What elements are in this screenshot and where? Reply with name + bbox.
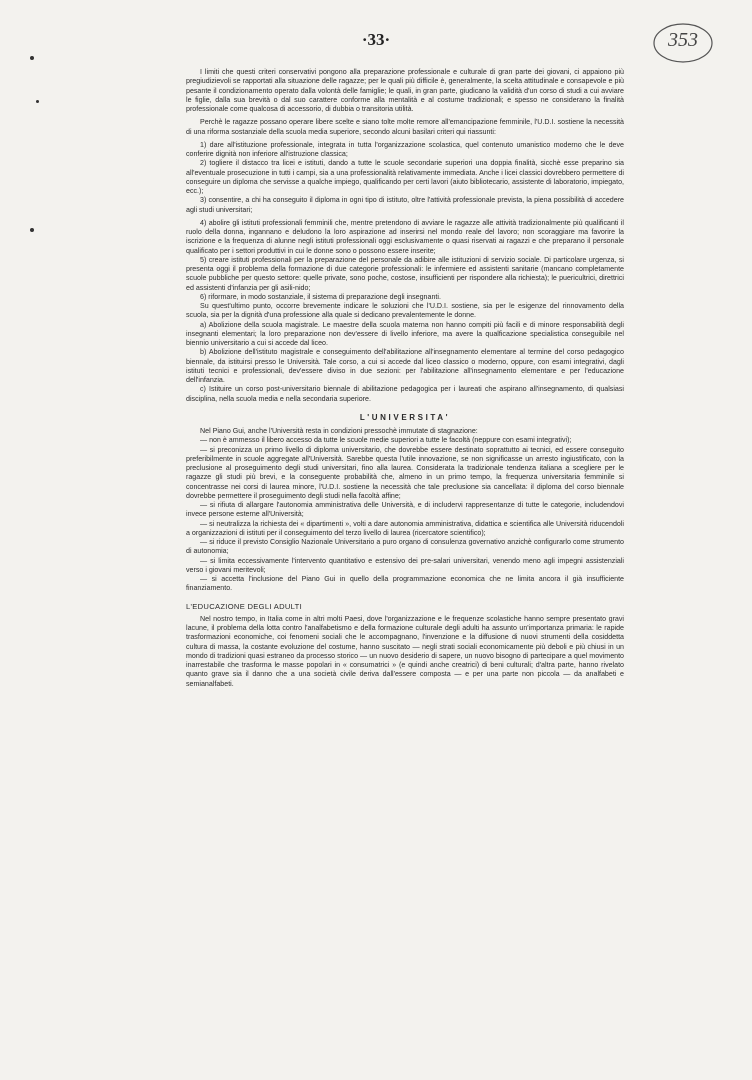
criterion-4: 4) abolire gli istituti professionali femminili che, mentre pretendono di avviare le ragazze alle attività tradizionalmente più qualificanti il ruolo della donna, ingannano e deludono la loro aspirazione ad inserirsi nel mondo reale del lavoro; non scoraggiare ma favorire la iscrizione e la frequenza di alunne negli istituti professionali oggi esclusivamente o quasi riservati ai ragazzi e che preparano il personale qualificato per i settori produttivi in cui le donne sono o possono essere inserite; — [186, 218, 624, 255]
margin-mark-1 — [30, 56, 34, 60]
criterion-5: 5) creare istituti professionali per la preparazione del personale da adibire alle istituzioni di servizio sociale. Di particolare urgenza, si presenta oggi il problema della formazione di due categorie professionali: le infermiere ed assistenti sanitarie (mancano completamente scuole pubbliche per questo settore: quelle private, sono poche, costose, insufficienti per rispondere alla richiesta); le puericultrici, direttrici ed assistenti d'infanzia per gli asili-nido; — [186, 255, 624, 292]
teachers-point-c: c) Istituire un corso post-universitario biennale di abilitazione pedagogica per i laureati che aspirano all'insegnamento, di qualsiasi disciplina, nella scuola media e nella secondaria superiore. — [186, 385, 624, 403]
stamp-number: 353 — [668, 29, 698, 51]
section-heading-university: L'UNIVERSITA' — [359, 412, 451, 422]
criterion-6: 6) riformare, in modo sostanziale, il sistema di preparazione degli insegnanti. — [200, 292, 441, 301]
university-point-6: — si limita eccessivamente l'intervento quantitativo e estensivo dei pre-salari universitari, venendo meno agli impegni assistenziali verso i giovani meritevoli; — [186, 556, 624, 574]
teachers-intro: Su quest'ultimo punto, occorre brevemente indicare le soluzioni che l'U.D.I. sostiene, sia per le esigenze del rinnovamento della scuola, sia per la dignità d'una professione alla quale si dedicano prevalentemente le donne. — [186, 302, 624, 320]
criterion-1: 1) dare all'istituzione professionale, integrata in tutta l'organizzazione scolastica, quel contenuto umanistico moderno che le deve conferire dignità non inferiore all'istruzione classica; — [186, 140, 624, 158]
university-point-5: — si riduce il previsto Consiglio Nazionale Universitario a puro organo di consulenza governativo anzichè configurarlo come strumento di autonomia; — [186, 538, 624, 556]
teachers-point-b: b) Abolizione dell'istituto magistrale e conseguimento dell'abilitazione all'insegnamento elementare al termine del corso pedagogico biennale, da istituirsi presso le Università. Tale corso, a cui si accede dal liceo classico o moderno, oppure, con esami integrativi, dagli istituti tecnici e professionali, dev'essere diviso in due sezioni: per l'abilitazione all'insegnamento elementare e per l'educazione dell'infanzia. — [186, 348, 624, 384]
criterion-3: 3) consentire, a chi ha conseguito il diploma in ogni tipo di istituto, oltre l'attività professionale prevista, la piena possibilità di accedere agli studi universitari; — [186, 196, 624, 214]
university-intro: Nel Piano Gui, anche l'Università resta in condizioni pressochè immutate di stagnazione: — [200, 427, 478, 435]
teachers-point-a: a) Abolizione della scuola magistrale. Le maestre della scuola materna non hanno compiti più facili e di minore responsabilità degli insegnanti elementari; la loro preparazione non dev'essere di livello inferiore, ma avere la qualficazione specialistica conseguibile nel biennio universitario a cui si accede dal liceo. — [186, 320, 624, 347]
university-point-1: — non è ammesso il libero accesso da tutte le scuole medie superiori a tutte le facoltà (neppure con esami integrativi); — [200, 436, 572, 445]
page-number: ·33· — [361, 30, 391, 49]
section-heading-adult-education: L'EDUCAZIONE DEGLI ADULTI — [186, 601, 302, 611]
university-point-3: — si rifiuta di allargare l'autonomia amministrativa delle Università, e di includervi rappresentanze di tutte le categorie, includendovi invece persone esterne all'Università; — [186, 501, 624, 519]
university-point-2: — si preconizza un primo livello di diploma universitario, che dovrebbe essere destinato soprattutto ai tecnici, ed essere conseguito preferibilmente in scuole aggregate all'Università. Sarebbe questa l'utile innovazione, se non significasse un arresto ingiustificato, con la preclusione al proseguimento degli studi universitari, fino alla laurea. Considerata la tradizionale tendenza italiana a scegliere per le ragazze gli studi più brevi, e la conseguente probabilità che, almeno in un primo tempo, la frequenza universitaria femminile si concentrasse nei corsi di laurea minore, l'U.D.I. sostiene la necessità che tale preclusione sia cancellata: il diploma del corso biennale dovrebbe permettere il proseguimento degli studi nella facoltà affine; — [186, 445, 624, 500]
adult-education-paragraph: Nel nostro tempo, in Italia come in altri molti Paesi, dove l'organizzazione e le frequenze scolastiche hanno sempre presentato gravi lacune, il problema della lotta contro l'analfabetismo e della formazione culturale degli adulti ha assunto un'importanza primaria: le rapide trasformazioni economiche, coi fenomeni sociali che le accompagnano, l'invenzione e la diffusione di nuovi strumenti della cosiddetta cultura di massa, la costante evoluzione del costume, hanno suscitato — negli strati sociali economicamente più deboli e più chiusi in un mondo di tradizioni quasi estraneo da processo storico — un nuovo desiderio di sapere, un nuovo bisogno di partecipare a quel movimento inarrestabile che trasforma le masse popolari in « consumatrici » (e quindi anche creatrici) di beni culturali; d'altra parte, hanno rivelato quanto grave sia il danno che a una società civile deriva dall'essere composta — e per una parte non piccola — da analfabeti e semianalfabeti. — [186, 614, 624, 688]
document-body — [186, 68, 624, 689]
margin-mark-2 — [30, 228, 34, 232]
university-point-7: — si accetta l'inclusione del Piano Gui in quello della programmazione economica che ne limita ancora il già insufficiente finanziamento. — [186, 575, 624, 593]
university-point-4: — si neutralizza la richiesta dei « dipartimenti », volti a dare autonomia amministrativa, didattica e scientifica alle Università riducendoli a organizzazioni di istituti per il conseguimento del terzo livello di laurea (ricercatore scientifico); — [186, 519, 624, 537]
criterion-2: 2) togliere il distacco tra licei e istituti, dando a tutte le scuole secondarie superiori una doppia finalità, sicchè esse preparino sia all'eventuale prosecuzione in tutti i campi, sia a una professionalità relativamente immediata. Anche i licei classici dovrebbero permettere di conseguire un diploma che servisse a qualche impiego, qualificando per certi lavori (aiuto bibliotecario, assistente di laboratorio, impiegato, ecc.); — [186, 159, 624, 195]
archive-stamp — [652, 22, 714, 64]
intro-paragraph-1: I limiti che questi criteri conservativi pongono alla preparazione professionale e culturale di gran parte dei giovani, ci appaiono più pregiudizievoli se rapportati alla situazione delle ragazze; per le quali più difficile è, generalmente, la scelta attitudinale e consapevole e più pesante il condizionamento operato dalla volontà delle famiglie; le quali, in gran parte, giudicano la validità d'un corso di studi a cui avviare le figlie, dalla sua brevità o dal suo carattere conforme alla mentalità e al costume tradizionali; e spesso ne considerano la finalità professionale come qualcosa di accessorio, di dubbia o transitoria utilità. — [186, 68, 624, 113]
intro-paragraph-2: Perchè le ragazze possano operare libere scelte e siano tolte molte remore all'emancipazione femminile, l'U.D.I. sostiene la necessità di una riforma sostanziale della scuola media superiore, secondo alcuni basilari criteri qui riassunti: — [186, 118, 624, 136]
margin-mark-3 — [36, 100, 39, 103]
